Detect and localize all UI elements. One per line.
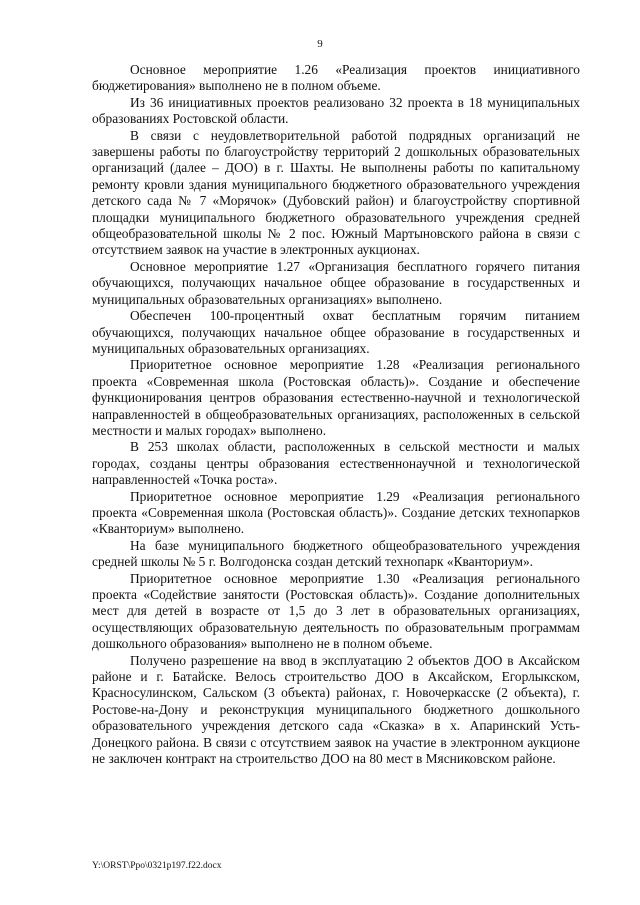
file-path-footer: Y:\ORST\Ppo\0321p197.f22.docx bbox=[92, 861, 222, 871]
paragraph: Обеспечен 100-процентный охват бесплатным горячим питанием обучающихся, получающих начальное общее образование в государственных и муниципальных образовательных организациях. bbox=[92, 308, 580, 356]
paragraph: На базе муниципального бюджетного общеобразовательного учреждения средней школы № 5 г. Волгодонска создан детский технопарк «Кванториум». bbox=[92, 537, 580, 570]
paragraph: Приоритетное основное мероприятие 1.28 «Реализация регионального проекта «Современная школа (Ростовская область)». Создание и обеспечение функционирования центров образования естественно-научной и технологической направленностей в общеобразовательных организациях, расположенных в сельской местности и малых городах» выполнено. bbox=[92, 357, 580, 438]
paragraph: Приоритетное основное мероприятие 1.29 «Реализация регионального проекта «Современная школа (Ростовская область)». Создание детских технопарков «Кванториум» выполнено. bbox=[92, 488, 580, 537]
paragraph: Приоритетное основное мероприятие 1.30 «Реализация регионального проекта «Содействие занятости (Ростовская область)». Создание дополнительных мест для детей в возрасте от 1,5 до 3 лет в образовательных организациях, осуществляющих образовательную деятельность по образовательным программам дошкольного образования» выполнено не в полном объеме. bbox=[92, 570, 580, 652]
paragraph: В связи с неудовлетворительной работой подрядных организаций не завершены работы по благоустройству территорий 2 дошкольных образовательных организаций (далее – ДОО) в г. Шахты. Не выполнены работы по капитальному ремонту кровли здания муниципального бюджетного образовательного учреждения детского сада № 7 «Морячок» (Дубовский район) и благоустройству спортивной площадки муниципального бюджетного образовательного учреждения средней общеобразовательной школы № 2 пос. Южный Мартыновского района в связи с отсутствием заявок на участие в электронных аукционах. bbox=[92, 127, 580, 258]
paragraph: Получено разрешение на ввод в эксплуатацию 2 объектов ДОО в Аксайском районе и г. Батайске. Велось строительство ДОО в Аксайском, Егорлыкском, Красносулинском, Сальском (3 объекта) районах, г. Новочеркасске (2 объекта), г. Ростове-на-Дону и реконструкция муниципального бюджетного дошкольного образовательного учреждения детского сада «Сказка» в х. Апаринский Усть-Донецкого района. В связи с отсутствием заявок на участие в электронном аукционе не заключен контракт на строительство ДОО на 80 мест в Мясниковском районе. bbox=[92, 652, 580, 767]
page-number: 9 bbox=[317, 38, 323, 50]
document-body bbox=[92, 62, 580, 767]
paragraph: Основное мероприятие 1.27 «Организация бесплатного горячего питания обучающихся, получающих начальное общее образование в государственных и муниципальных образовательных организациях» выполнено. bbox=[92, 258, 580, 307]
paragraph: В 253 школах области, расположенных в сельской местности и малых городах, созданы центры образования естественнонаучной и технологической направленностей «Точка роста». bbox=[92, 439, 580, 488]
paragraph: Основное мероприятие 1.26 «Реализация проектов инициативного бюджетирования» выполнено не в полном объеме. bbox=[92, 62, 580, 94]
paragraph: Из 36 инициативных проектов реализовано 32 проекта в 18 муниципальных образованиях Ростовской области. bbox=[92, 94, 580, 127]
